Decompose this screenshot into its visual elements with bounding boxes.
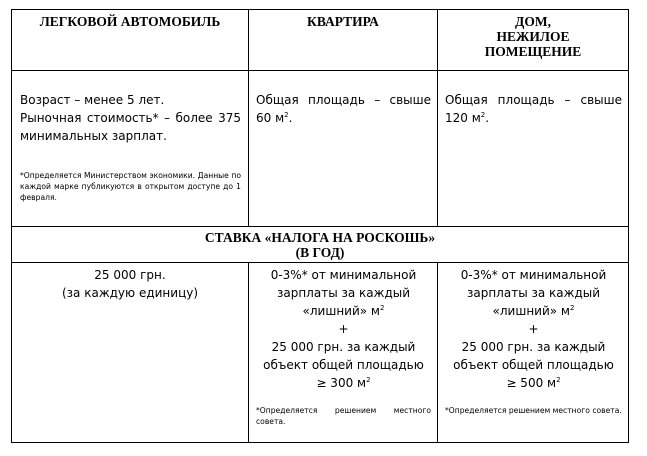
rate-apartment: [249, 263, 438, 443]
house-rate-line6: [445, 374, 622, 392]
apartment-footnote: *Определяется решением местного совета.: [256, 406, 431, 426]
header-house: [438, 10, 629, 71]
car-rate-unit: (за каждую единицу): [61, 286, 199, 300]
house-footnote: *Определяется решением местного совета.: [445, 406, 622, 415]
rates-row: [12, 263, 629, 443]
apartment-rate-line6-text: ≥ 300 м: [316, 376, 367, 390]
header-house-line2: НЕЖИЛОЕ: [496, 29, 570, 44]
house-rate-text: [445, 266, 622, 392]
car-footnote: *Определяется Министерством экономики. Данные по каждой марке публикуются в открытом доступе до 1 февраля.: [20, 171, 241, 202]
apartment-rate-line6: [256, 374, 431, 392]
header-apartment: [249, 10, 438, 71]
rate-title: [12, 227, 629, 263]
house-rate-line4: 25 000 грн. за каждый: [461, 340, 606, 354]
house-rate-line2: зарплаты за каждый: [466, 286, 601, 300]
car-rate-text: [12, 266, 248, 302]
apartment-rate-line3: [256, 302, 431, 320]
house-criteria-text: [445, 91, 622, 127]
rate-title-line2: (В ГОД): [295, 245, 345, 260]
criteria-row: [12, 71, 629, 227]
apartment-rate-line1: 0-3%* от минимальной: [270, 268, 417, 282]
apartment-area-end: .: [288, 111, 293, 125]
header-row: [12, 10, 629, 71]
header-house-line3: ПОМЕЩЕНИЕ: [484, 44, 582, 59]
house-area-sup: 2: [480, 111, 486, 119]
luxury-tax-table: [11, 9, 629, 443]
criteria-apartment: [249, 71, 438, 227]
car-rate-amount: 25 000 грн.: [94, 268, 166, 282]
car-market-value: Рыночная стоимость* – более 375 минимальных зарплат.: [20, 111, 241, 143]
apartment-rate-line3-sup: 2: [379, 304, 385, 312]
header-apartment-label: КВАРТИРА: [307, 14, 379, 29]
house-rate-line3: [445, 302, 622, 320]
apartment-rate-text: [256, 266, 431, 392]
house-rate-line3-text: «лишний» м: [492, 304, 570, 318]
apartment-area-sup: 2: [284, 111, 289, 119]
apartment-area-text: Общая площадь – свыше 60 м: [256, 93, 431, 125]
house-rate-line1: 0-3%* от минимальной: [460, 268, 607, 282]
house-rate-line5: объект общей площадью: [453, 358, 614, 372]
header-house-line1: ДОМ,: [515, 14, 551, 29]
rate-title-row: [12, 227, 629, 263]
house-area-end: .: [485, 111, 490, 125]
apartment-rate-line2: зарплаты за каждый: [276, 286, 411, 300]
house-rate-line3-sup: 2: [569, 304, 575, 312]
car-criteria-text: [20, 91, 241, 145]
house-rate-line6-sup: 2: [556, 376, 561, 384]
house-rate-plus: +: [528, 322, 539, 336]
rate-house: [438, 263, 629, 443]
car-age: Возраст – менее 5 лет.: [20, 93, 165, 107]
header-car: [12, 10, 249, 71]
apartment-rate-plus: +: [338, 322, 349, 336]
apartment-rate-line3-text: «лишний» м: [302, 304, 380, 318]
criteria-car: [12, 71, 249, 227]
criteria-house: [438, 71, 629, 227]
apartment-criteria-text: [256, 91, 431, 127]
header-car-label: ЛЕГКОВОЙ АВТОМОБИЛЬ: [39, 14, 221, 29]
rate-title-line1: СТАВКА «НАЛОГА НА РОСКОШЬ»: [204, 230, 436, 245]
apartment-rate-line5: объект общей площадью: [263, 358, 424, 372]
house-area-text: Общая площадь – свыше 120 м: [445, 93, 622, 125]
rate-car: [12, 263, 249, 443]
apartment-rate-line6-sup: 2: [366, 376, 371, 384]
house-rate-line6-text: ≥ 500 м: [506, 376, 557, 390]
apartment-rate-line4: 25 000 грн. за каждый: [271, 340, 416, 354]
